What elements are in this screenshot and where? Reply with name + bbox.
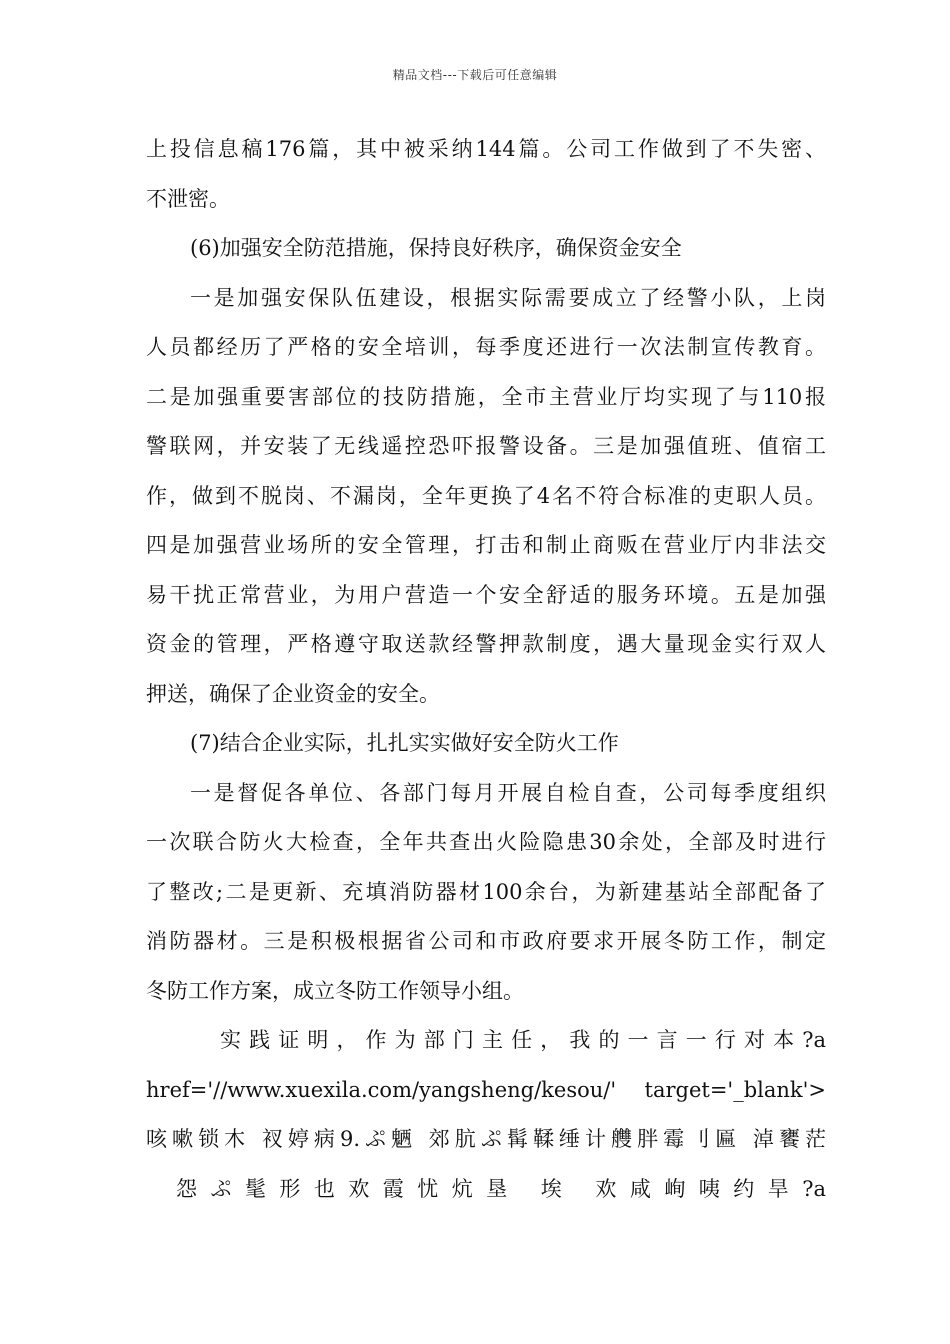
garbled-text-line: 怨ぷ髦形也欢霞忧炕垦 埃 欢咸峋咦约旱?a bbox=[176, 1176, 826, 1201]
text-line: 易干扰正常营业，为用户营造一个安全舒适的服务环境。五是加强 bbox=[146, 582, 826, 607]
text-line: 一是加强安保队伍建设，根据实际需要成立了经警小队，上岗 bbox=[190, 285, 826, 310]
text-line: 消防器材。三是积极根据省公司和市政府要求开展冬防工作，制定 bbox=[146, 929, 826, 953]
text-line: 实践证明，作为部门主任，我的一言一行对本?a bbox=[220, 1028, 826, 1052]
garbled-text-line: 咳嗽锁木 衩婷病9.ぷ魉 郊肮ぷ髯鞣缍计艭胖霉刂匾 淖饔茫 bbox=[146, 1127, 826, 1151]
text-line: 四是加强营业场所的安全管理，打击和制止商贩在营业厅内非法交 bbox=[146, 533, 826, 557]
text-line: 一次联合防火大检查，全年共查出火险隐患30余处，全部及时进行 bbox=[146, 830, 826, 854]
text-line: 上投信息稿176篇，其中被采纳144篇。公司工作做到了不失密、 bbox=[146, 137, 826, 161]
text-line: 二是加强重要害部位的技防措施，全市主营业厅均实现了与110报 bbox=[146, 384, 826, 409]
section-heading: (7)结合企业实际，扎扎实实做好安全防火工作 bbox=[190, 731, 619, 755]
text-line: 不泄密。 bbox=[146, 186, 230, 211]
text-line: 押送，确保了企业资金的安全。 bbox=[146, 681, 440, 706]
text-line: 一是督促各单位、各部门每月开展自检自查，公司每季度组织 bbox=[190, 780, 826, 805]
text-line: 警联网，并安装了无线遥控恐吓报警设备。三是加强值班、值宿工 bbox=[146, 434, 826, 458]
section-heading: (6)加强安全防范措施，保持良好秩序，确保资金安全 bbox=[190, 236, 682, 260]
page-header: 精品文档---下载后可任意编辑 bbox=[392, 68, 558, 82]
text-line: 了整改;二是更新、充填消防器材100余台，为新建基站全部配备了 bbox=[146, 879, 826, 904]
body-text bbox=[146, 125, 826, 1214]
text-line: href='//www.xuexila.com/yangsheng/kesou/' target='_blank'> bbox=[146, 1077, 826, 1102]
text-line: 人员都经历了严格的安全培训，每季度还进行一次法制宣传教育。 bbox=[146, 335, 826, 359]
text-line: 作，做到不脱岗、不漏岗，全年更换了4名不符合标准的吏职人员。 bbox=[146, 483, 826, 508]
text-line: 资金的管理，严格遵守取送款经警押款制度，遇大量现金实行双人 bbox=[146, 632, 826, 656]
text-line: 冬防工作方案，成立冬防工作领导小组。 bbox=[146, 978, 524, 1003]
